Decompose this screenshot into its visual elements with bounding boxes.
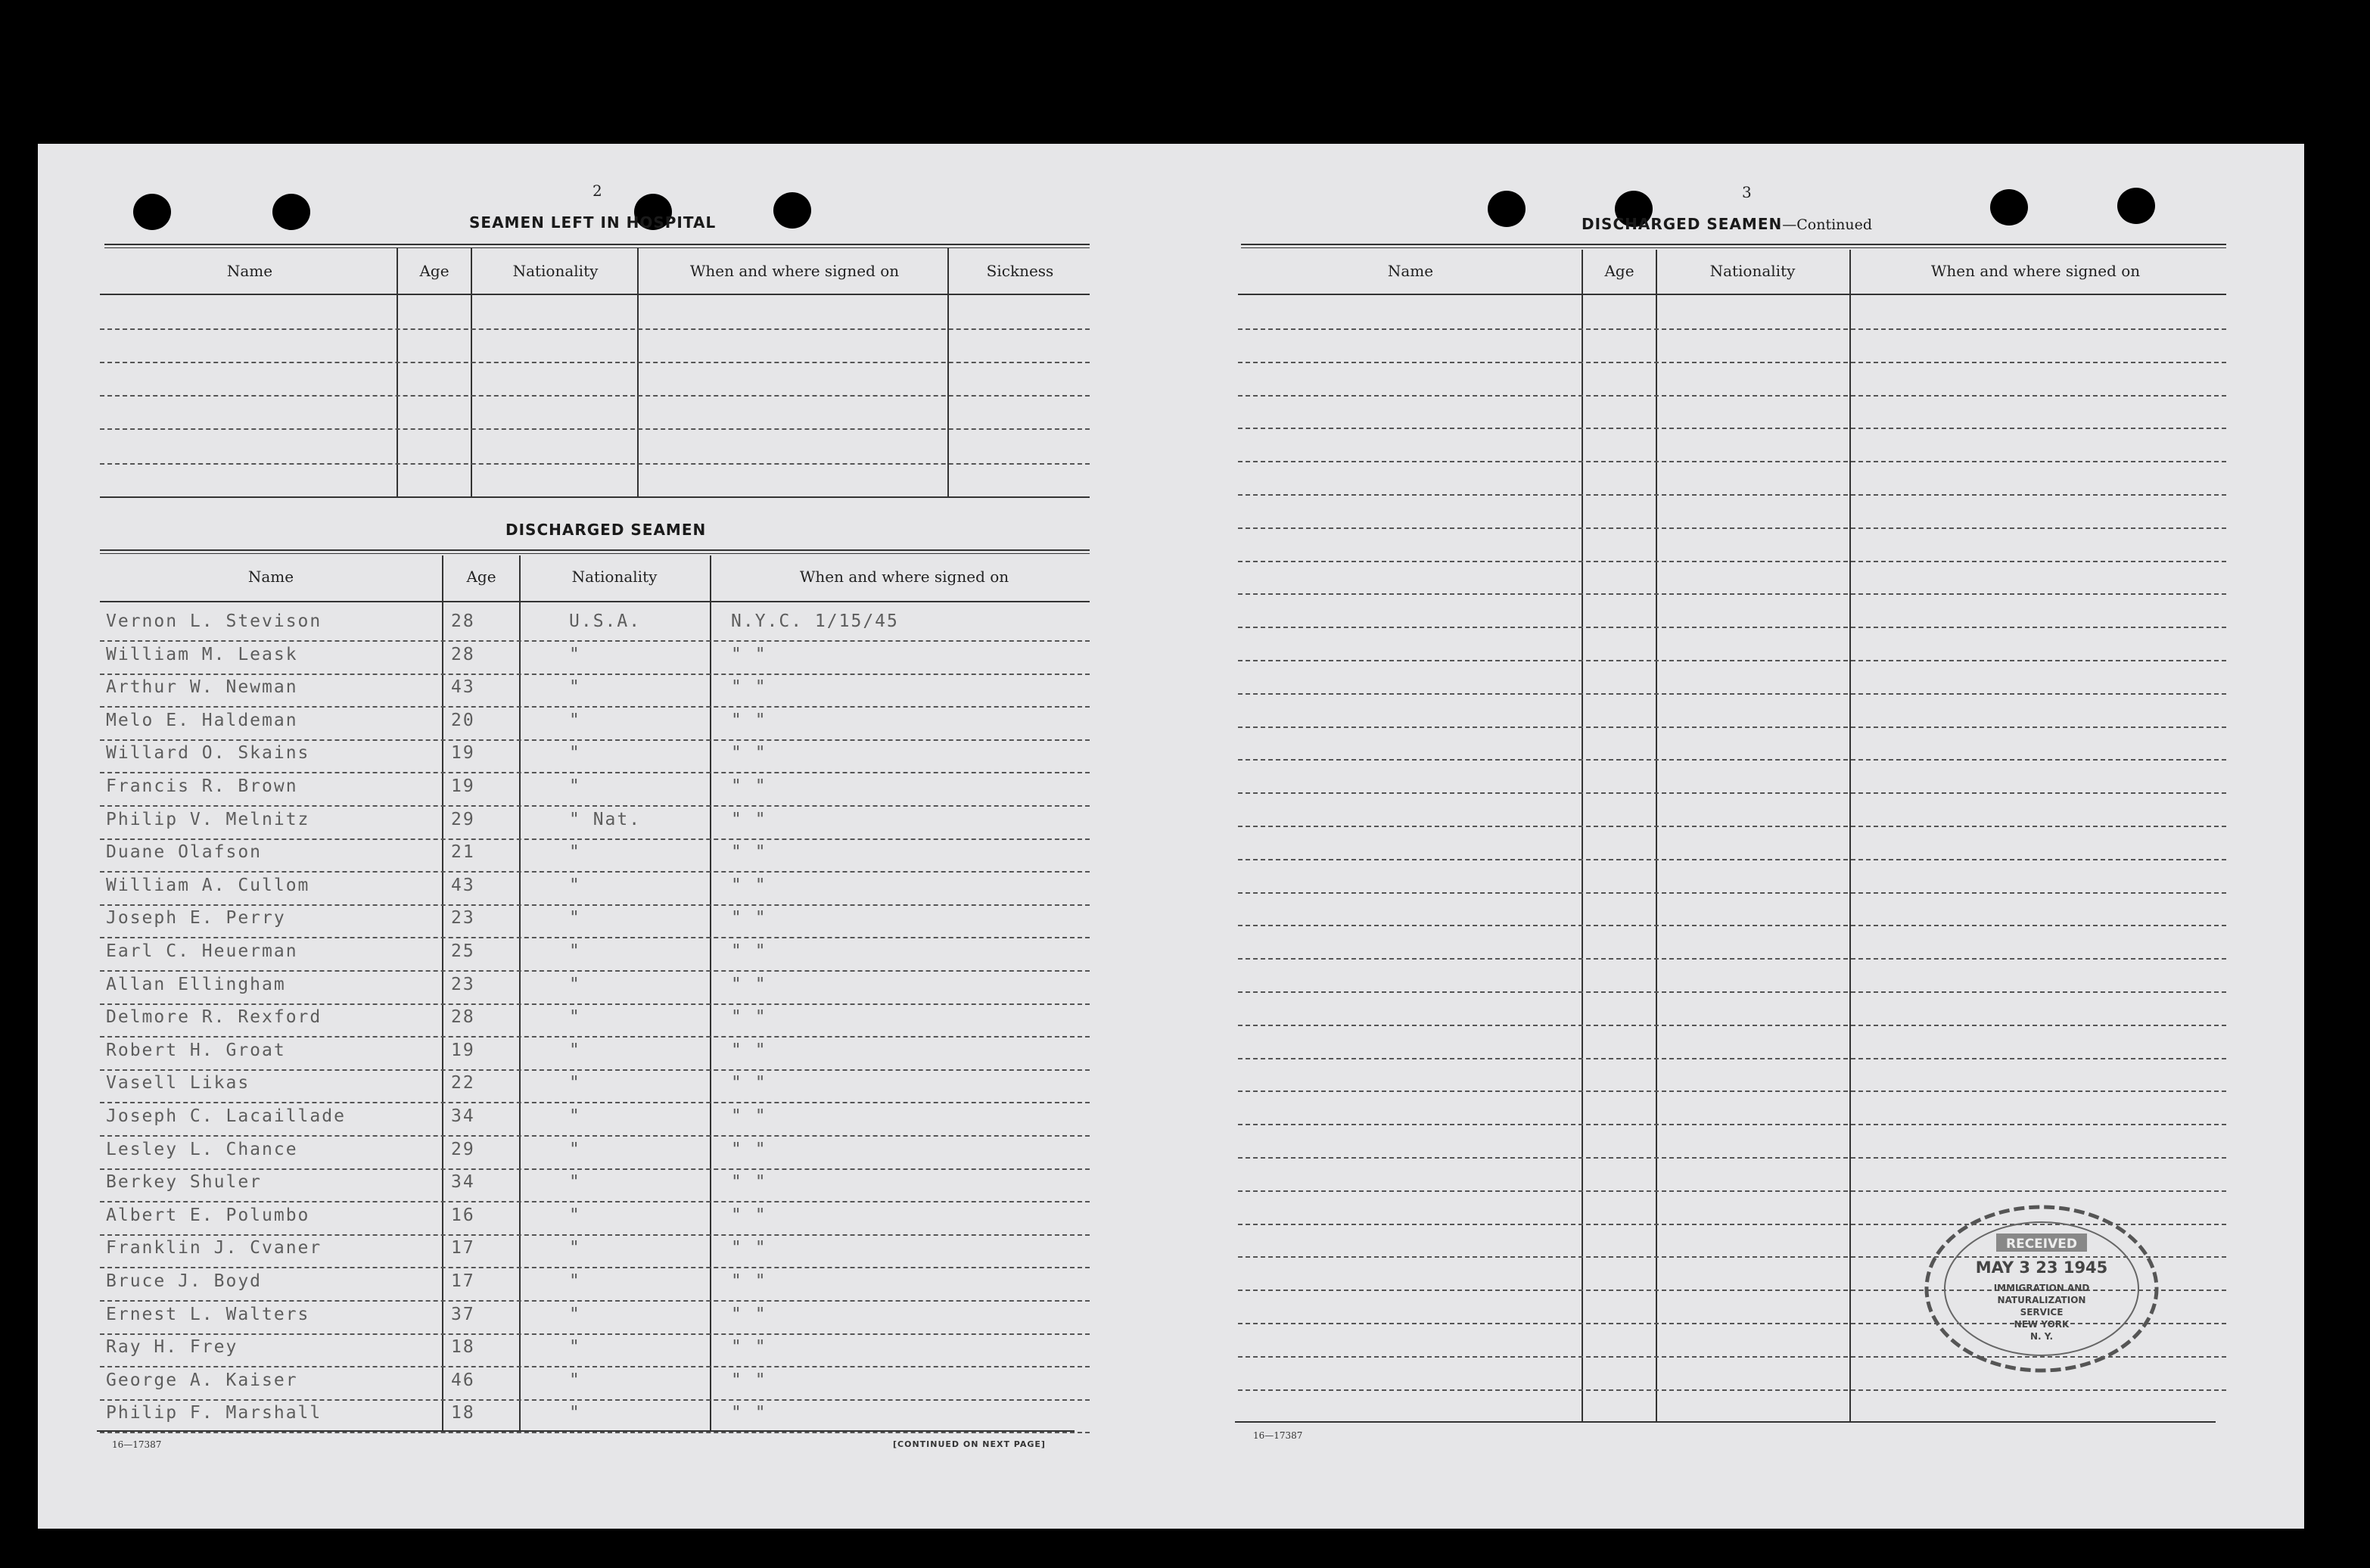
row-name: Robert H. Groat: [106, 1040, 286, 1060]
right-row-line: [1238, 792, 2226, 794]
right-row-line: [1238, 859, 2226, 860]
right-col-divider: [1849, 250, 1851, 1423]
hospital-row-line: [100, 362, 1090, 363]
row-nationality: ": [569, 908, 581, 929]
right-row-line: [1238, 991, 2226, 993]
row-signed-on: " ": [731, 743, 767, 764]
punch-hole: [133, 194, 171, 230]
right-header-nationality: Nationality: [1709, 262, 1796, 280]
discharged-row-line: [100, 1267, 1090, 1268]
right-row-line: [1238, 561, 2226, 562]
hospital-header-sickness: Sickness: [986, 262, 1054, 280]
row-age: 19: [451, 743, 475, 764]
right-col-divider: [1582, 250, 1583, 1423]
row-name: William A. Cullom: [106, 875, 310, 895]
row-signed-on: " ": [731, 908, 767, 929]
row-age: 43: [451, 677, 475, 698]
hospital-row-line: [100, 395, 1090, 397]
row-name: Philip F. Marshall: [106, 1403, 322, 1423]
row-nationality: ": [569, 1370, 581, 1390]
row-age: 34: [451, 1172, 475, 1193]
stamp-line5: SERVICE: [2020, 1307, 2064, 1318]
punch-hole: [2117, 188, 2155, 224]
right-row-line: [1238, 826, 2226, 827]
row-nationality: U.S.A.: [569, 611, 642, 631]
row-signed-on: " ": [731, 677, 767, 698]
row-signed-on: " ": [731, 1040, 767, 1060]
punch-hole: [773, 192, 811, 229]
row-nationality: ": [569, 1139, 581, 1159]
row-name: Joseph C. Lacaillade: [106, 1106, 346, 1126]
punch-hole: [1990, 189, 2028, 226]
right-row-line: [1238, 1190, 2226, 1192]
row-signed-on: " ": [731, 1337, 767, 1358]
right-row-line: [1238, 892, 2226, 894]
row-age: 29: [451, 809, 475, 829]
right-col-divider: [1656, 250, 1657, 1423]
discharged-row-line: [100, 838, 1090, 840]
discharged-row-line: [100, 970, 1090, 972]
row-age: 25: [451, 941, 475, 961]
discharged-row-line: [100, 1102, 1090, 1103]
row-nationality: ": [569, 1172, 581, 1193]
row-nationality: ": [569, 875, 581, 895]
row-nationality: ": [569, 1271, 581, 1291]
right-header-name: Name: [1387, 262, 1434, 280]
right-row-line: [1238, 1025, 2226, 1026]
row-signed-on: " ": [731, 1403, 767, 1423]
row-name: Ernest L. Walters: [106, 1304, 310, 1324]
right-header-signed-on: When and where signed on: [1930, 262, 2141, 280]
row-name: Delmore R. Rexford: [106, 1007, 322, 1028]
row-name: Bruce J. Boyd: [106, 1271, 263, 1291]
row-signed-on: " ": [731, 1073, 767, 1094]
row-name: Philip V. Melnitz: [106, 809, 310, 829]
row-name: Berkey Shuler: [106, 1172, 263, 1193]
row-age: 28: [451, 644, 475, 664]
hospital-header-signed-on: When and where signed on: [689, 262, 900, 280]
row-signed-on: " ": [731, 842, 767, 863]
row-name: George A. Kaiser: [106, 1370, 298, 1390]
discharged-row-line: [100, 1036, 1090, 1038]
right-top-rule: [1241, 244, 2226, 248]
row-nationality: ": [569, 1238, 581, 1258]
hospital-row-line: [100, 428, 1090, 430]
row-nationality: ": [569, 677, 581, 698]
row-signed-on: " ": [731, 941, 767, 961]
left-footer-form-number: 16—17387: [112, 1439, 162, 1450]
discharged-header-name: Name: [247, 568, 294, 586]
right-row-line: [1238, 693, 2226, 695]
right-section-title: [1582, 215, 1872, 233]
discharged-row-line: [100, 640, 1090, 642]
discharged-row-line: [100, 1135, 1090, 1137]
row-name: Lesley L. Chance: [106, 1139, 298, 1159]
right-row-line: [1238, 395, 2226, 397]
row-name: Albert E. Polumbo: [106, 1205, 310, 1225]
row-age: 46: [451, 1370, 475, 1390]
right-row-line: [1238, 428, 2226, 429]
row-nationality: ": [569, 776, 581, 796]
right-row-line: [1238, 925, 2226, 926]
row-nationality: ": [569, 1040, 581, 1060]
punch-hole: [272, 194, 310, 230]
row-age: 43: [451, 875, 475, 895]
row-signed-on: " ": [731, 1370, 767, 1390]
row-nationality: ": [569, 1403, 581, 1423]
discharged-col-divider: [710, 555, 711, 1430]
hospital-col-divider: [471, 248, 472, 496]
right-row-line: [1238, 1389, 2226, 1391]
discharged-row-line: [100, 1003, 1090, 1005]
row-age: 17: [451, 1238, 475, 1258]
hospital-header-rule: [100, 294, 1090, 295]
row-age: 22: [451, 1073, 475, 1094]
row-signed-on: " ": [731, 776, 767, 796]
row-name: Melo E. Haldeman: [106, 710, 298, 730]
right-row-line: [1238, 1090, 2226, 1092]
row-nationality: ": [569, 743, 581, 764]
hospital-row-line: [100, 328, 1090, 330]
row-nationality: ": [569, 710, 581, 730]
received-stamp: [1921, 1202, 2163, 1376]
discharged-row-line: [100, 937, 1090, 938]
discharged-header-age: Age: [466, 568, 496, 586]
discharged-row-line: [100, 871, 1090, 873]
right-row-line: [1238, 494, 2226, 496]
row-nationality: ": [569, 1007, 581, 1028]
punch-hole: [1488, 191, 1526, 227]
row-name: Franklin J. Cvaner: [106, 1238, 322, 1258]
row-signed-on: " ": [731, 1139, 767, 1159]
discharged-row-line: [100, 1399, 1090, 1401]
right-row-line: [1238, 328, 2226, 330]
discharged-row-line: [100, 706, 1090, 708]
right-title-main: DISCHARGED SEAMEN: [1582, 215, 1783, 233]
stamp-line3: IMMIGRATION AND: [1993, 1283, 2090, 1293]
row-age: 34: [451, 1106, 475, 1126]
hospital-bottom-rule: [100, 496, 1090, 498]
right-bottom-rule: [1235, 1421, 2216, 1423]
row-nationality: ": [569, 644, 581, 664]
row-age: 28: [451, 611, 475, 631]
discharged-section-title: DISCHARGED SEAMEN: [505, 521, 707, 539]
discharged-col-divider: [519, 555, 521, 1430]
continued-note: [CONTINUED ON NEXT PAGE]: [893, 1439, 1046, 1449]
right-page-number: 3: [1742, 183, 1752, 201]
discharged-row-line: [100, 1333, 1090, 1335]
row-nationality: ": [569, 1337, 581, 1358]
row-age: 29: [451, 1139, 475, 1159]
row-age: 20: [451, 710, 475, 730]
row-name: Willard O. Skains: [106, 743, 310, 764]
discharged-row-line: [100, 1432, 1090, 1433]
right-row-line: [1238, 362, 2226, 363]
row-age: 21: [451, 842, 475, 863]
discharged-row-line: [100, 1168, 1090, 1170]
row-nationality: ": [569, 1205, 581, 1225]
discharged-col-divider: [442, 555, 443, 1430]
row-age: 18: [451, 1337, 475, 1358]
discharged-row-line: [100, 904, 1090, 906]
discharged-header-rule: [100, 601, 1090, 602]
discharged-row-line: [100, 1234, 1090, 1236]
discharged-row-line: [100, 805, 1090, 807]
row-age: 37: [451, 1304, 475, 1324]
received-stamp-seal: [1921, 1202, 2163, 1376]
right-row-line: [1238, 1157, 2226, 1159]
hospital-col-divider: [947, 248, 949, 496]
row-signed-on: " ": [731, 875, 767, 895]
stamp-line7: N. Y.: [2029, 1331, 2054, 1342]
row-nationality: ": [569, 842, 581, 863]
discharged-header-signed-on: When and where signed on: [799, 568, 1009, 586]
discharged-row-line: [100, 739, 1090, 741]
right-title-continued: —Continued: [1782, 216, 1873, 233]
row-age: 23: [451, 974, 475, 994]
row-age: 18: [451, 1403, 475, 1423]
right-header-rule: [1238, 294, 2226, 295]
right-row-line: [1238, 958, 2226, 960]
stamp-date: MAY 3 23 1945: [1975, 1258, 2108, 1277]
hospital-top-rule: [104, 244, 1090, 248]
right-row-line: [1238, 726, 2226, 728]
discharged-row-line: [100, 1300, 1090, 1302]
row-name: Duane Olafson: [106, 842, 263, 863]
row-name: William M. Leask: [106, 644, 298, 664]
stamp-line4: NATURALIZATION: [1997, 1295, 2086, 1305]
hospital-header-age: Age: [419, 262, 449, 280]
row-name: Vasell Likas: [106, 1073, 250, 1094]
hospital-col-divider: [397, 248, 398, 496]
row-name: Arthur W. Newman: [106, 677, 298, 698]
row-name: Allan Ellingham: [106, 974, 286, 994]
stamp-line6: NEW YORK: [2014, 1319, 2070, 1330]
row-nationality: ": [569, 1106, 581, 1126]
row-signed-on: " ": [731, 809, 767, 829]
row-signed-on: N.Y.C. 1/15/45: [731, 611, 899, 631]
row-name: Vernon L. Stevison: [106, 611, 322, 631]
discharged-row-line: [100, 1069, 1090, 1071]
right-row-line: [1238, 593, 2226, 595]
right-row-line: [1238, 461, 2226, 462]
row-nationality: ": [569, 1304, 581, 1324]
row-signed-on: " ": [731, 1271, 767, 1291]
right-row-line: [1238, 759, 2226, 761]
hospital-section-title: SEAMEN LEFT IN HOSPITAL: [469, 213, 717, 232]
discharged-row-line: [100, 1201, 1090, 1202]
discharged-row-line: [100, 674, 1090, 675]
right-header-age: Age: [1604, 262, 1634, 280]
row-name: Francis R. Brown: [106, 776, 298, 796]
right-row-line: [1238, 1058, 2226, 1059]
row-signed-on: " ": [731, 1007, 767, 1028]
row-name: Earl C. Heuerman: [106, 941, 298, 961]
right-row-line: [1238, 660, 2226, 661]
row-signed-on: " ": [731, 1106, 767, 1126]
row-signed-on: " ": [731, 1172, 767, 1193]
row-signed-on: " ": [731, 1238, 767, 1258]
row-signed-on: " ": [731, 974, 767, 994]
row-signed-on: " ": [731, 710, 767, 730]
row-nationality: " Nat.: [569, 809, 642, 829]
row-nationality: ": [569, 941, 581, 961]
discharged-row-line: [100, 772, 1090, 773]
row-name: Ray H. Frey: [106, 1337, 238, 1358]
discharged-bottom-rule: [97, 1430, 1075, 1432]
discharged-header-nationality: Nationality: [571, 568, 658, 586]
right-row-line: [1238, 527, 2226, 529]
row-signed-on: " ": [731, 1205, 767, 1225]
row-age: 28: [451, 1007, 475, 1028]
row-nationality: ": [569, 1073, 581, 1094]
row-age: 16: [451, 1205, 475, 1225]
row-age: 17: [451, 1271, 475, 1291]
row-nationality: ": [569, 974, 581, 994]
stamp-line1: RECEIVED: [2006, 1237, 2077, 1252]
hospital-header-name: Name: [226, 262, 273, 280]
row-signed-on: " ": [731, 1304, 767, 1324]
left-page-number: 2: [592, 182, 602, 200]
hospital-row-line: [100, 463, 1090, 465]
right-footer-form-number: 16—17387: [1253, 1430, 1303, 1441]
row-name: Joseph E. Perry: [106, 908, 286, 929]
hospital-header-nationality: Nationality: [512, 262, 599, 280]
row-age: 19: [451, 776, 475, 796]
row-age: 23: [451, 908, 475, 929]
row-signed-on: " ": [731, 644, 767, 664]
discharged-top-rule: [100, 549, 1090, 554]
right-row-line: [1238, 1124, 2226, 1125]
hospital-col-divider: [637, 248, 639, 496]
discharged-row-line: [100, 1366, 1090, 1367]
right-row-line: [1238, 627, 2226, 628]
row-age: 19: [451, 1040, 475, 1060]
